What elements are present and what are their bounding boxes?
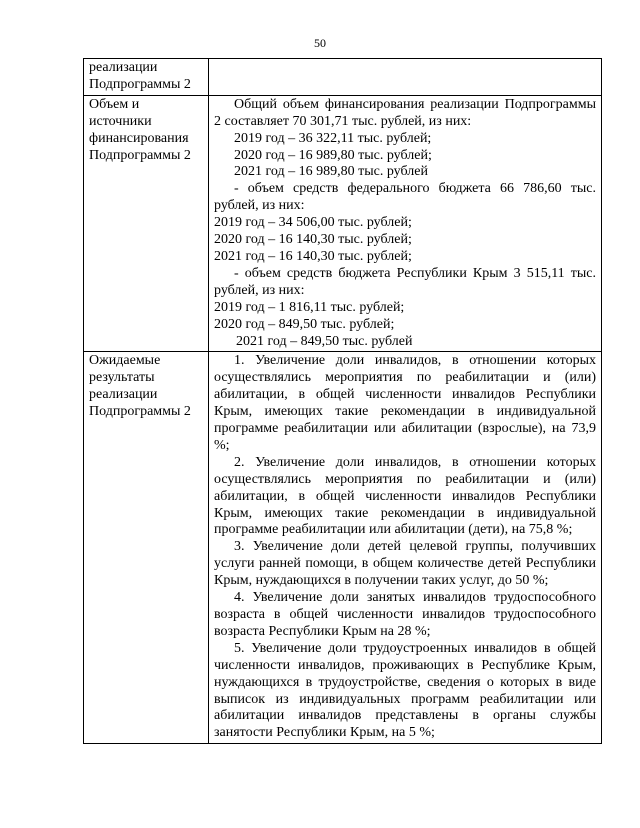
table-row (84, 95, 602, 352)
row-label: Ожидаемые результаты реализации Подпрограммы 2 (84, 352, 209, 744)
financing-regional: - объем средств бюджета Республики Крым 3 515,11 тыс. рублей, из них: (214, 265, 596, 298)
expected-result-item: 3. Увеличение доли детей целевой группы, получивших услуги ранней помощи, в общем количестве детей Республики Крым, нуждающихся в получении таких услуг, до 50 %; (214, 539, 596, 589)
row-content (209, 59, 602, 96)
expected-result-item: 2. Увеличение доли инвалидов, в отношении которых осуществлялись мероприятия по реабилитации и (или) абилитации, в общей численности инвалидов Республики Крым, имеющих такие рекомендации в индивидуальной программе реабилитации или абилитации (дети), на 75,8 %; (214, 454, 596, 538)
expected-result-item: 1. Увеличение доли инвалидов, в отношении которых осуществлялись мероприятия по реабилитации и (или) абилитации, в общей численности инвалидов Республики Крым, имеющих такие рекомендации в индивидуальной программе реабилитации или абилитации (взрослые), на 73,9 %; (214, 353, 596, 453)
financing-line: 2020 год – 849,50 тыс. рублей; (214, 316, 395, 332)
financing-line: 2021 год – 16 989,80 тыс. рублей (234, 164, 428, 180)
financing-line: 2020 год – 16 140,30 тыс. рублей; (214, 232, 412, 248)
row-content (209, 95, 602, 352)
financing-total: Общий объем финансирования реализации Подпрограммы 2 составляет 70 301,71 тыс. рублей, из них: (214, 96, 596, 129)
financing-federal: - объем средств федерального бюджета 66 786,60 тыс. рублей, из них: (214, 181, 596, 214)
subprogram-passport-table (83, 58, 602, 744)
expected-result-item: 4. Увеличение доли занятых инвалидов трудоспособного возраста в общей численности инвалидов трудоспособного возраста Республики Крым на 28 %; (214, 590, 596, 639)
expected-result-item: 5. Увеличение доли трудоустроенных инвалидов в общей численности инвалидов, проживающих в Республике Крым, нуждающихся в трудоустройстве, сведения о которых в виде выписок из индивидуальных программ реабилитации или абилитации инвалидов представлены в органы службы занятости Республики Крым, на 5 %; (214, 640, 596, 741)
financing-line: 2019 год – 1 816,11 тыс. рублей; (214, 299, 405, 315)
table-row (84, 59, 602, 96)
financing-line: 2020 год – 16 989,80 тыс. рублей; (234, 147, 432, 163)
row-label: Объем и источники финансирования Подпрограммы 2 (84, 95, 209, 352)
row-content (209, 352, 602, 744)
financing-line: 2021 год – 16 140,30 тыс. рублей; (214, 248, 412, 264)
table-row (84, 352, 602, 744)
financing-line: 2021 год – 849,50 тыс. рублей (236, 333, 413, 349)
financing-line: 2019 год – 34 506,00 тыс. рублей; (214, 215, 412, 231)
page-number: 50 (314, 36, 326, 50)
financing-line: 2019 год – 36 322,11 тыс. рублей; (234, 130, 432, 146)
row-label: реализации Подпрограммы 2 (84, 59, 209, 96)
